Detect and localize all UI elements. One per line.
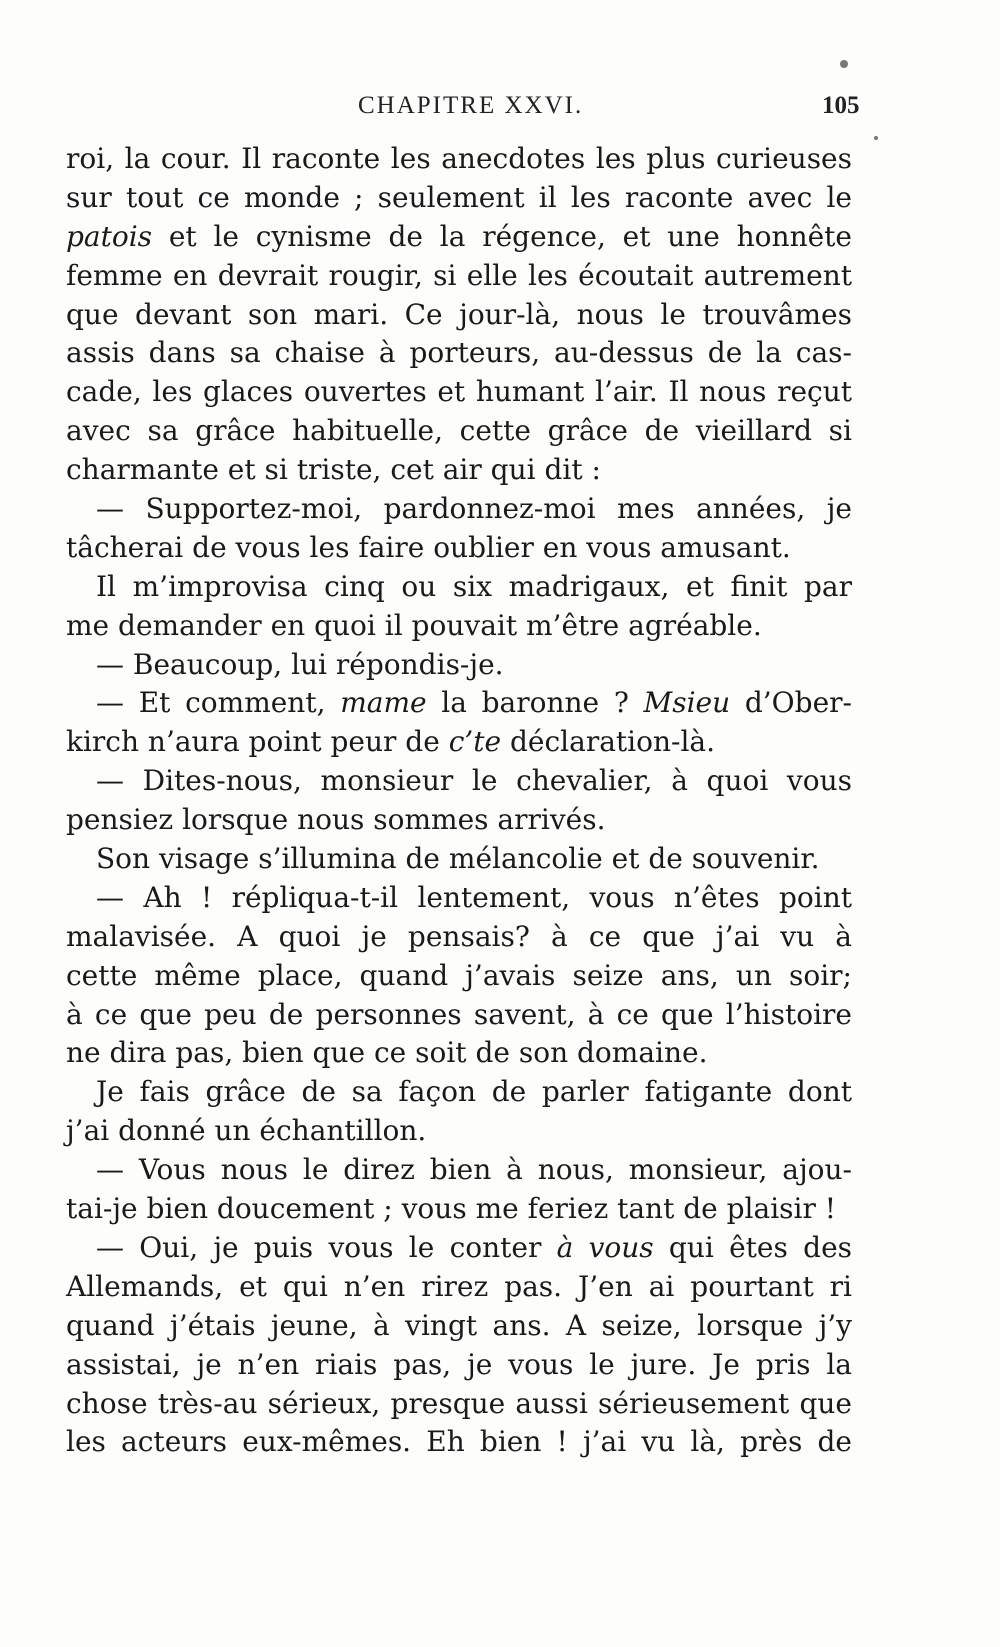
text-line	[66, 140, 852, 179]
text-run: tai-je bien doucement ; vous me feriez tant de plaisir !	[66, 1192, 837, 1226]
text-line	[66, 918, 852, 957]
text-run: Il m’improvisa cinq ou six madrigaux, et finit par	[96, 569, 852, 603]
ink-speck	[840, 60, 848, 68]
italic-text: Msieu	[643, 686, 731, 720]
italic-text: c’te	[448, 725, 502, 759]
text-line	[66, 334, 852, 373]
text-run: cette même place, quand j’avais seize ans, un soir;	[66, 958, 852, 992]
text-run: ne dira pas, bien que ce soit de son domaine.	[66, 1036, 708, 1070]
text-run: — Supportez-moi, pardonnez-moi mes années, je	[96, 492, 852, 526]
body-text	[66, 140, 852, 1462]
italic-text: mame	[340, 686, 427, 720]
text-line	[66, 1307, 852, 1346]
text-run: avec sa grâce habituelle, cette grâce de vieillard si	[66, 414, 852, 448]
text-run: — Beaucoup, lui répondis-je.	[96, 647, 504, 681]
text-run: — Dites-nous, monsieur le chevalier, à quoi vous	[96, 764, 852, 798]
text-line	[66, 1385, 852, 1424]
text-line	[66, 218, 852, 257]
text-line	[66, 684, 852, 723]
text-line	[66, 257, 852, 296]
text-line	[66, 957, 852, 996]
italic-text: à vous	[556, 1230, 654, 1264]
text-line	[66, 1268, 852, 1307]
text-line	[66, 996, 852, 1035]
text-line	[66, 723, 852, 762]
text-run: sur tout ce monde ; seulement il les raconte avec le	[66, 180, 852, 214]
text-line	[66, 1034, 852, 1073]
text-line	[66, 801, 852, 840]
text-run: chose très-au sérieux, presque aussi sérieusement que	[66, 1386, 852, 1420]
text-line	[66, 1229, 852, 1268]
text-run: Je fais grâce de sa façon de parler fatigante dont	[96, 1075, 852, 1109]
text-run: — Vous nous le direz bien à nous, monsieur, ajou-	[96, 1153, 852, 1187]
text-line	[66, 607, 852, 646]
italic-text: patois	[66, 219, 153, 253]
text-line	[66, 879, 852, 918]
text-line	[66, 179, 852, 218]
text-run: assistai, je n’en riais pas, je vous le jure. Je pris la	[66, 1347, 852, 1381]
text-run: pensiez lorsque nous sommes arrivés.	[66, 803, 606, 837]
text-run: que devant son mari. Ce jour-là, nous le trouvâmes	[66, 297, 852, 331]
text-line	[66, 451, 852, 490]
text-run: kirch n’aura point peur de	[66, 725, 449, 759]
text-line	[66, 1190, 852, 1229]
text-run: malavisée. A quoi je pensais? à ce que j’ai vu à	[66, 919, 852, 953]
text-run: roi, la cour. Il raconte les anecdotes les plus curieuses	[66, 142, 852, 175]
text-run: la baronne ?	[426, 686, 644, 720]
text-run: charmante et si triste, cet air qui dit :	[66, 453, 601, 487]
text-run: déclaration-là.	[501, 725, 716, 759]
text-line	[66, 1346, 852, 1385]
text-run: — Oui, je puis vous le conter	[96, 1230, 557, 1264]
text-line	[66, 1073, 852, 1112]
text-run: — Ah ! répliqua-t-il lentement, vous n’êtes point	[96, 880, 852, 914]
text-line	[66, 412, 852, 451]
text-line	[66, 1423, 852, 1462]
text-run: à ce que peu de personnes savent, à ce que l’histoire	[66, 997, 852, 1031]
text-run: Allemands, et qui n’en rirez pas. J’en ai pourtant ri	[66, 1269, 852, 1303]
text-run: Son visage s’illumina de mélancolie et de souvenir.	[96, 842, 820, 876]
page-number: 105	[822, 92, 860, 119]
text-line	[66, 490, 852, 529]
text-run: tâcherai de vous les faire oublier en vous amusant.	[66, 530, 791, 564]
text-line	[66, 840, 852, 879]
text-line	[66, 568, 852, 607]
text-run: quand j’étais jeune, à vingt ans. A seize, lorsque j’y	[66, 1308, 852, 1342]
text-run: femme en devrait rougir, si elle les écoutait autrement	[66, 258, 852, 292]
text-run: me demander en quoi il pouvait m’être agréable.	[66, 608, 762, 642]
running-head	[0, 92, 1000, 126]
text-line	[66, 529, 852, 568]
text-run: — Et comment,	[96, 686, 341, 720]
chapter-title: CHAPITRE XXVI.	[358, 92, 584, 119]
text-run: et le cynisme de la régence, et une honnête	[152, 219, 852, 253]
text-line	[66, 1151, 852, 1190]
ink-speck	[874, 136, 878, 140]
text-run: d’Ober-	[730, 686, 852, 720]
text-line	[66, 1112, 852, 1151]
text-line	[66, 296, 852, 335]
text-run: cade, les glaces ouvertes et humant l’air. Il nous reçut	[66, 375, 852, 409]
text-run: assis dans sa chaise à porteurs, au-dessus de la cas-	[66, 336, 852, 370]
text-line	[66, 762, 852, 801]
text-run: qui êtes des	[653, 1230, 853, 1264]
text-run: les acteurs eux-mêmes. Eh bien ! j’ai vu là, près de	[66, 1425, 852, 1459]
text-run: j’ai donné un échantillon.	[66, 1114, 427, 1148]
text-line	[66, 646, 852, 685]
text-line	[66, 373, 852, 412]
